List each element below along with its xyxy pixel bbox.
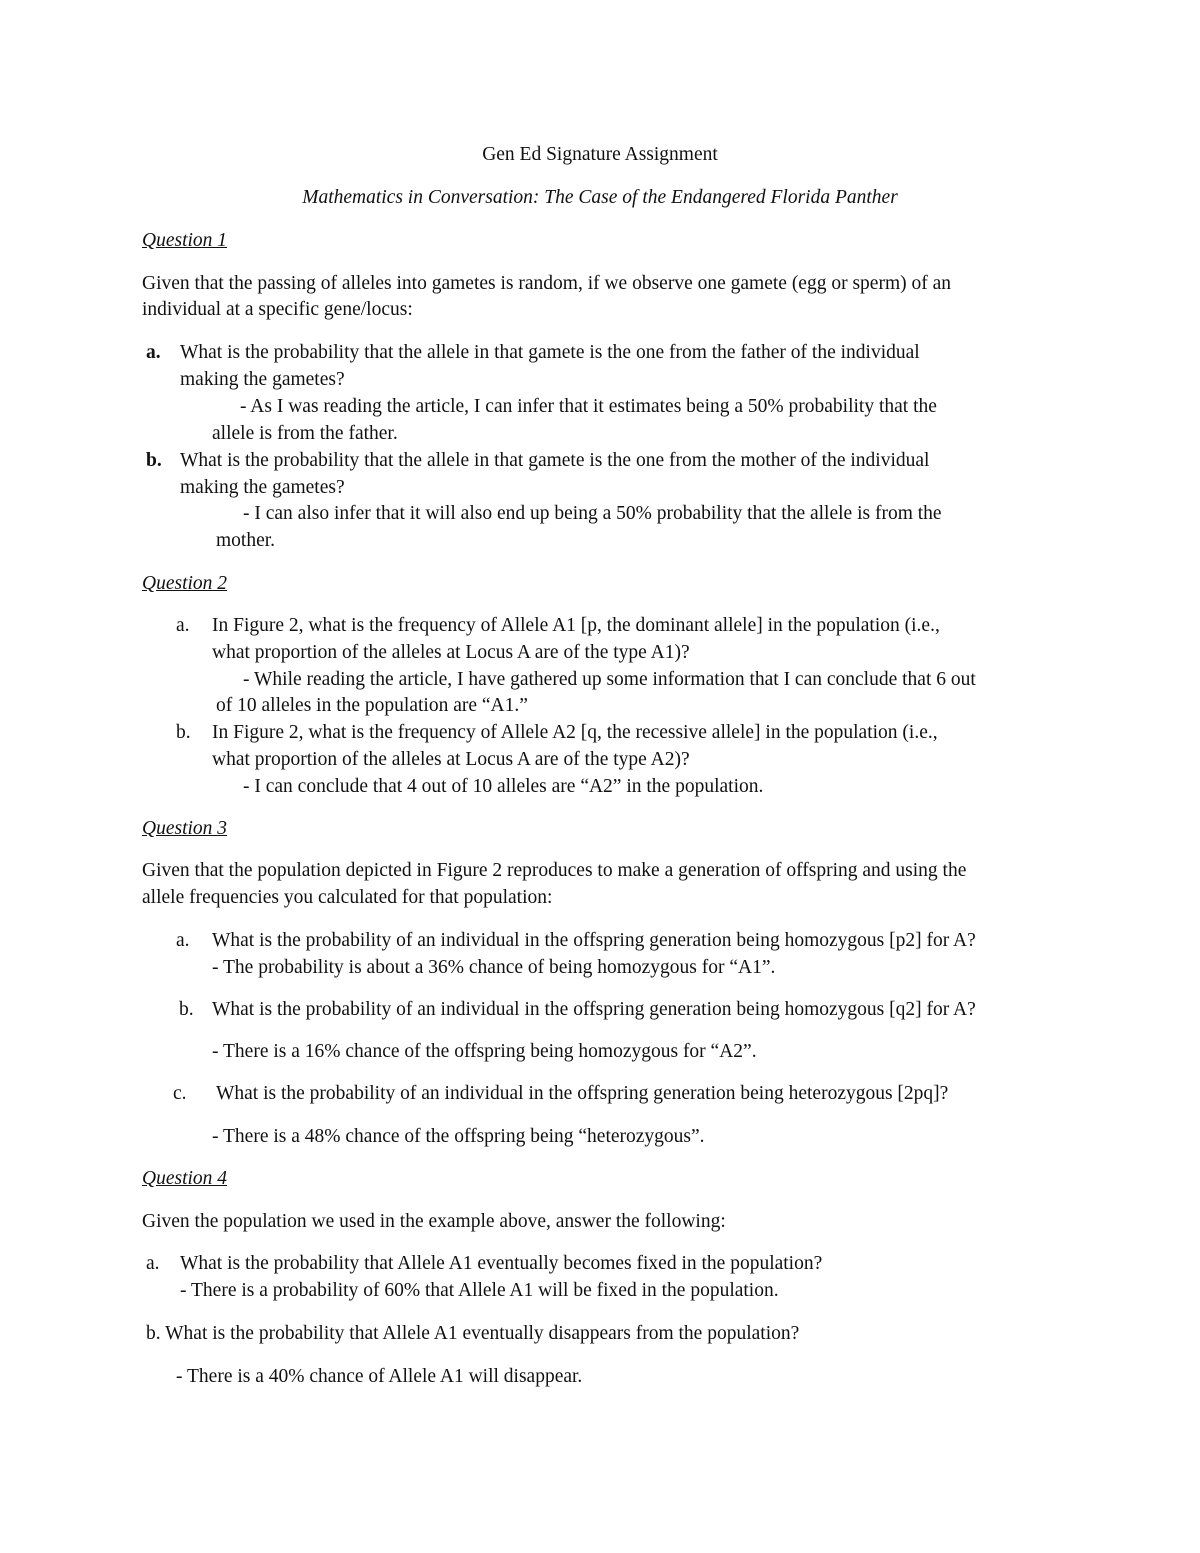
question-3c-answer: - There is a 48% chance of the offspring being “heterozygous”. <box>212 1126 705 1147</box>
question-1b-marker: b. <box>146 450 162 471</box>
question-4-heading: Question 4 <box>142 1168 228 1189</box>
question-4a-answer: - There is a probability of 60% that Allele A1 will be fixed in the population. <box>180 1280 779 1301</box>
question-1-heading: Question 1 <box>142 230 228 251</box>
question-4b-answer: - There is a 40% chance of Allele A1 will disappear. <box>176 1366 583 1387</box>
question-1-intro-line-1: Given that the passing of alleles into gametes is random, if we observe one gamete (egg or sperm) of an <box>142 273 952 294</box>
question-1b-text-line-1: What is the probability that the allele in that gamete is the one from the mother of the individual <box>180 450 930 471</box>
question-1b-answer-line-1: - I can also infer that it will also end up being a 50% probability that the allele is from the <box>243 503 942 524</box>
question-1-intro-line-2: individual at a specific gene/locus: <box>142 299 413 320</box>
question-1a-text-line-1: What is the probability that the allele in that gamete is the one from the father of the individual <box>180 342 920 363</box>
question-3c-text: What is the probability of an individual in the offspring generation being heterozygous [2pq]? <box>216 1083 949 1104</box>
question-3b-answer: - There is a 16% chance of the offspring being homozygous for “A2”. <box>212 1041 757 1062</box>
question-3b-text: What is the probability of an individual in the offspring generation being homozygous [q2] for A? <box>212 999 976 1020</box>
question-1b-answer-line-2: mother. <box>216 530 276 551</box>
question-3a-marker: a. <box>176 930 190 951</box>
question-2b-answer-line-1: - I can conclude that 4 out of 10 alleles are “A2” in the population. <box>243 776 764 797</box>
question-4-intro: Given the population we used in the example above, answer the following: <box>142 1211 726 1232</box>
question-3b-marker: b. <box>179 999 194 1020</box>
question-3c-marker: c. <box>173 1083 187 1104</box>
document-title: Gen Ed Signature Assignment <box>482 144 718 165</box>
question-3-heading: Question 3 <box>142 818 228 839</box>
question-4a-text: What is the probability that Allele A1 eventually becomes fixed in the population? <box>180 1253 823 1274</box>
question-2a-text-line-2: what proportion of the alleles at Locus A are of the type A1)? <box>212 642 690 663</box>
question-3a-text: What is the probability of an individual in the offspring generation being homozygous [p2] for A? <box>212 930 976 951</box>
question-4a-marker: a. <box>146 1253 160 1274</box>
question-2a-answer-line-1: - While reading the article, I have gathered up some information that I can conclude that 6 out <box>243 669 976 690</box>
question-1b-text-line-2: making the gametes? <box>180 477 345 498</box>
document-subtitle: Mathematics in Conversation: The Case of the Endangered Florida Panther <box>302 187 898 208</box>
question-3a-answer: - The probability is about a 36% chance of being homozygous for “A1”. <box>212 957 776 978</box>
question-2a-answer-line-2: of 10 alleles in the population are “A1.” <box>216 695 528 716</box>
question-3-intro-line-2: allele frequencies you calculated for that population: <box>142 887 553 908</box>
question-2b-text-line-1: In Figure 2, what is the frequency of Allele A2 [q, the recessive allele] in the population (i.e., <box>212 722 938 743</box>
question-2b-text-line-2: what proportion of the alleles at Locus A are of the type A2)? <box>212 749 690 770</box>
question-2b-marker: b. <box>176 722 191 743</box>
question-1a-marker: a. <box>146 342 161 363</box>
question-2a-marker: a. <box>176 615 190 636</box>
question-3-intro-line-1: Given that the population depicted in Figure 2 reproduces to make a generation of offspring and using the <box>142 860 967 881</box>
question-1a-text-line-2: making the gametes? <box>180 369 345 390</box>
question-2-heading: Question 2 <box>142 573 228 594</box>
question-2a-text-line-1: In Figure 2, what is the frequency of Allele A1 [p, the dominant allele] in the population (i.e., <box>212 615 940 636</box>
question-1a-answer-line-1: - As I was reading the article, I can infer that it estimates being a 50% probability that the <box>240 396 937 417</box>
question-1a-answer-line-2: allele is from the father. <box>212 423 398 444</box>
question-4b-text: b. What is the probability that Allele A1 eventually disappears from the population? <box>146 1323 800 1344</box>
